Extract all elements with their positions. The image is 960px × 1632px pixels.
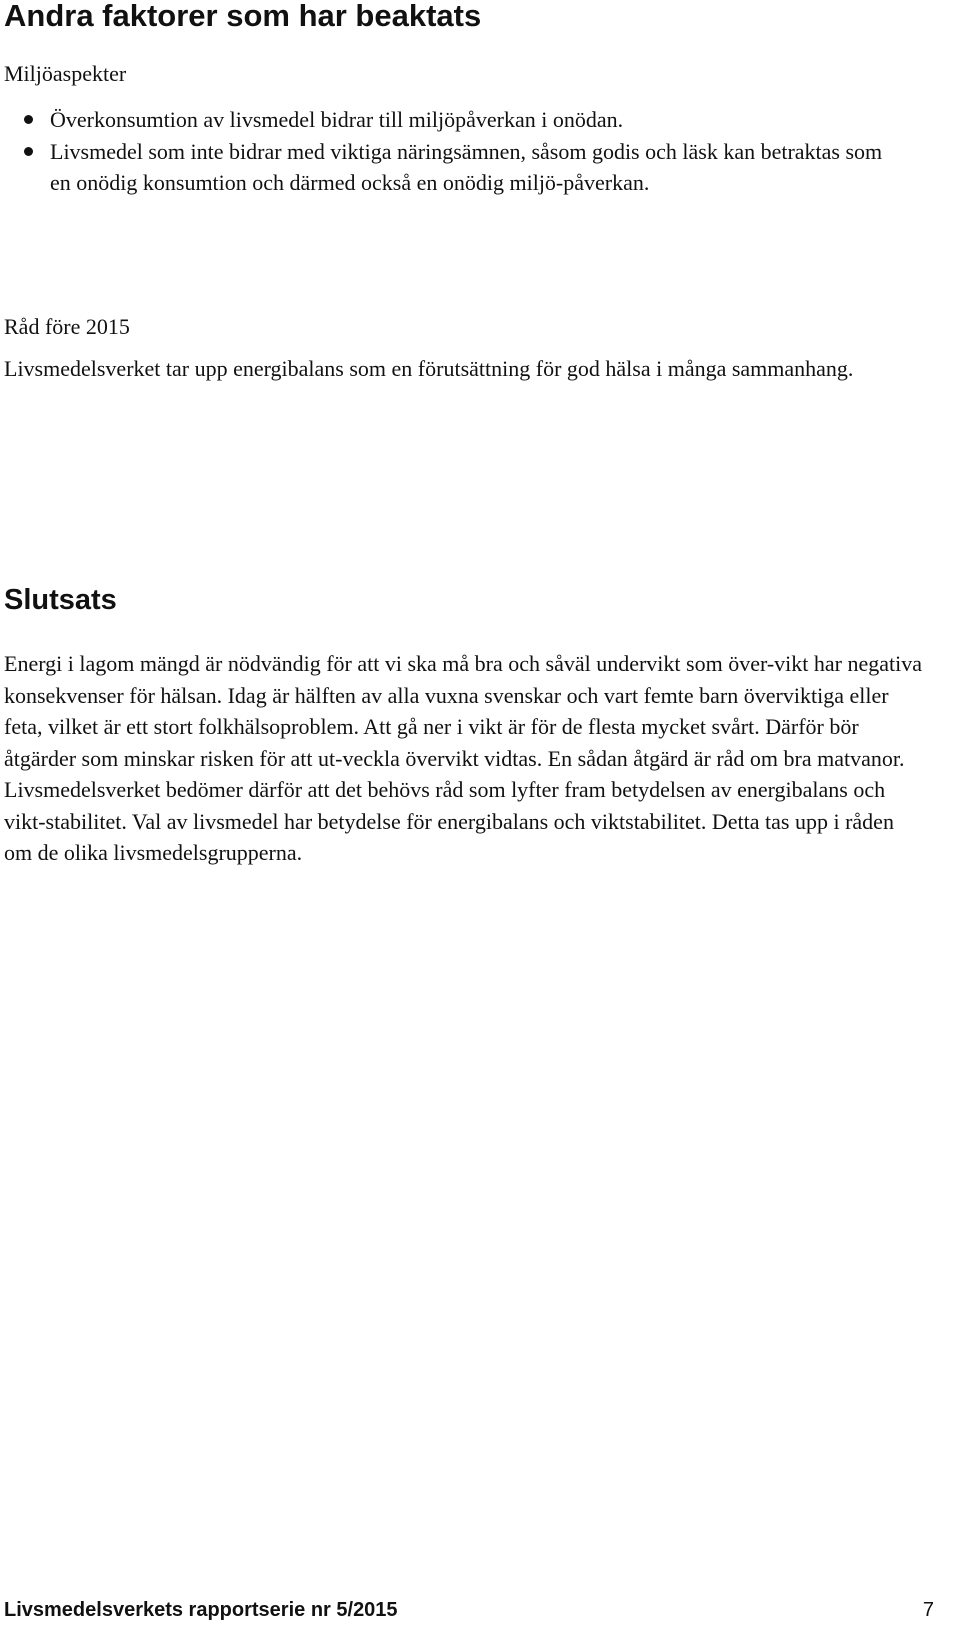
list-item <box>0 104 900 136</box>
footer-page-number: 7 <box>922 1599 934 1621</box>
footer-series-title: Livsmedelsverkets rapportserie nr 5/2015 <box>4 1599 398 1621</box>
bullet-icon <box>24 147 33 156</box>
page-footer <box>4 1596 934 1628</box>
advice-paragraph: Livsmedelsverket tar upp energibalans som en förutsättning för god hälsa i många sammanhang. <box>4 356 854 381</box>
advice-subheading: Råd före 2015 <box>4 314 130 339</box>
section-heading: Andra faktorer som har beaktats <box>4 0 482 33</box>
bullet-icon <box>24 115 33 124</box>
bullet-text: Livsmedel som inte bidrar med viktiga näringsämnen, såsom godis och läsk kan betraktas som en onödig konsumtion och därmed också en onödig miljö-påverkan. <box>50 138 883 195</box>
conclusion-heading: Slutsats <box>4 584 117 616</box>
conclusion-paragraph: Energi i lagom mängd är nödvändig för att vi ska må bra och såväl undervikt som över-vikt har negativa konsekvenser för hälsan. Idag är hälften av alla vuxna svenskar och vart femte barn överviktiga eller feta, vilket är ett stort folkhälsoproblem. Att gå ner i vikt är för de flesta mycket svårt. Därför bör åtgärder som minskar risken för att ut-veckla övervikt vidtas. En sådan åtgärd är råd om bra matvanor. Livsmedelsverket bedömer därför att det behövs råd som lyfter fram betydelsen av energibalans och vikt-stabilitet. Val av livsmedel har betydelse för energibalans och viktstabilitet. Detta tas upp i råden om de olika livsmedelsgrupperna. <box>4 651 923 865</box>
bullet-text: Överkonsumtion av livsmedel bidrar till miljöpåverkan i onödan. <box>50 107 624 132</box>
environment-bullet-list <box>0 104 900 199</box>
environment-subheading: Miljöaspekter <box>4 61 127 86</box>
list-item <box>0 136 900 199</box>
